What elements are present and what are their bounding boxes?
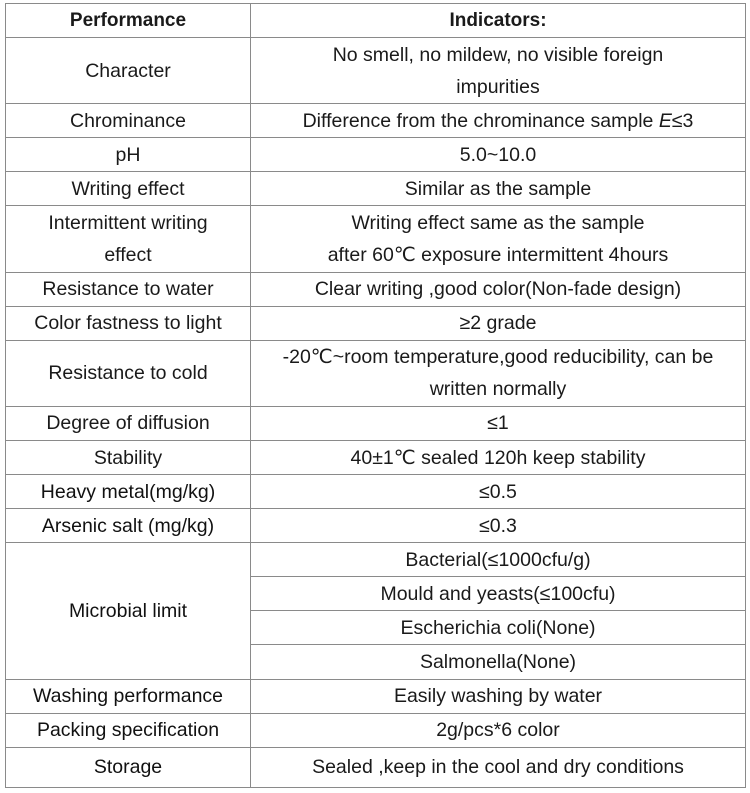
table-row	[6, 543, 746, 577]
row-value: No smell, no mildew, no visible foreign impurities	[251, 38, 746, 104]
row-value: Clear writing ,good color(Non-fade design)	[251, 272, 746, 306]
row-value: Easily washing by water	[251, 679, 746, 713]
row-value	[251, 104, 746, 138]
table-row	[6, 206, 746, 272]
table-row	[6, 306, 746, 340]
table-row	[6, 172, 746, 206]
table-row	[6, 441, 746, 475]
value-suffix: ≤3	[671, 109, 694, 132]
table-row	[6, 679, 746, 713]
table-row	[6, 475, 746, 509]
row-label: Resistance to water	[6, 272, 251, 306]
row-label: Packing specification	[6, 713, 251, 747]
table-row	[6, 747, 746, 787]
row-label: Resistance to cold	[6, 340, 251, 406]
row-value: 5.0~10.0	[251, 138, 746, 172]
microbial-label: Microbial limit	[6, 543, 251, 679]
table-row	[6, 713, 746, 747]
microbial-item: Escherichia coli(None)	[251, 611, 746, 645]
row-label: Character	[6, 38, 251, 104]
row-value: ≤1	[251, 406, 746, 440]
row-value: ≤0.5	[251, 475, 746, 509]
table-row	[6, 138, 746, 172]
row-value: 40±1℃ sealed 120h keep stability	[251, 441, 746, 475]
row-label: Heavy metal(mg/kg)	[6, 475, 251, 509]
row-value: -20℃~room temperature,good reducibility, can be written normally	[251, 340, 746, 406]
value-line-1: Writing effect same as the sample	[351, 212, 645, 235]
table-row	[6, 509, 746, 543]
row-value: ≤0.3	[251, 509, 746, 543]
header-performance: Performance	[6, 4, 251, 38]
table-row	[6, 38, 746, 104]
row-label: Storage	[6, 747, 251, 787]
value-italic: E	[658, 109, 672, 132]
row-label: pH	[6, 138, 251, 172]
table-row	[6, 104, 746, 138]
row-label: Writing effect	[6, 172, 251, 206]
row-label: Washing performance	[6, 679, 251, 713]
spec-table	[5, 3, 746, 788]
row-label: Intermittent writing effect	[6, 206, 251, 272]
value-prefix: Difference from the chrominance sample	[302, 109, 659, 132]
row-label: Color fastness to light	[6, 306, 251, 340]
row-value: Similar as the sample	[251, 172, 746, 206]
row-value: Sealed ,keep in the cool and dry conditions	[251, 747, 746, 787]
row-value	[251, 206, 746, 272]
table-row	[6, 272, 746, 306]
row-label: Chrominance	[6, 104, 251, 138]
table-row	[6, 406, 746, 440]
microbial-item: Salmonella(None)	[251, 645, 746, 679]
microbial-item: Bacterial(≤1000cfu/g)	[251, 543, 746, 577]
header-indicators: Indicators:	[251, 4, 746, 38]
row-label: Degree of diffusion	[6, 406, 251, 440]
row-value: ≥2 grade	[251, 306, 746, 340]
microbial-item: Mould and yeasts(≤100cfu)	[251, 577, 746, 611]
row-label: Arsenic salt (mg/kg)	[6, 509, 251, 543]
table-row	[6, 340, 746, 406]
value-line-2: after 60℃ exposure intermittent 4hours	[327, 244, 669, 267]
header-row	[6, 4, 746, 38]
row-label: Stability	[6, 441, 251, 475]
row-value: 2g/pcs*6 color	[251, 713, 746, 747]
